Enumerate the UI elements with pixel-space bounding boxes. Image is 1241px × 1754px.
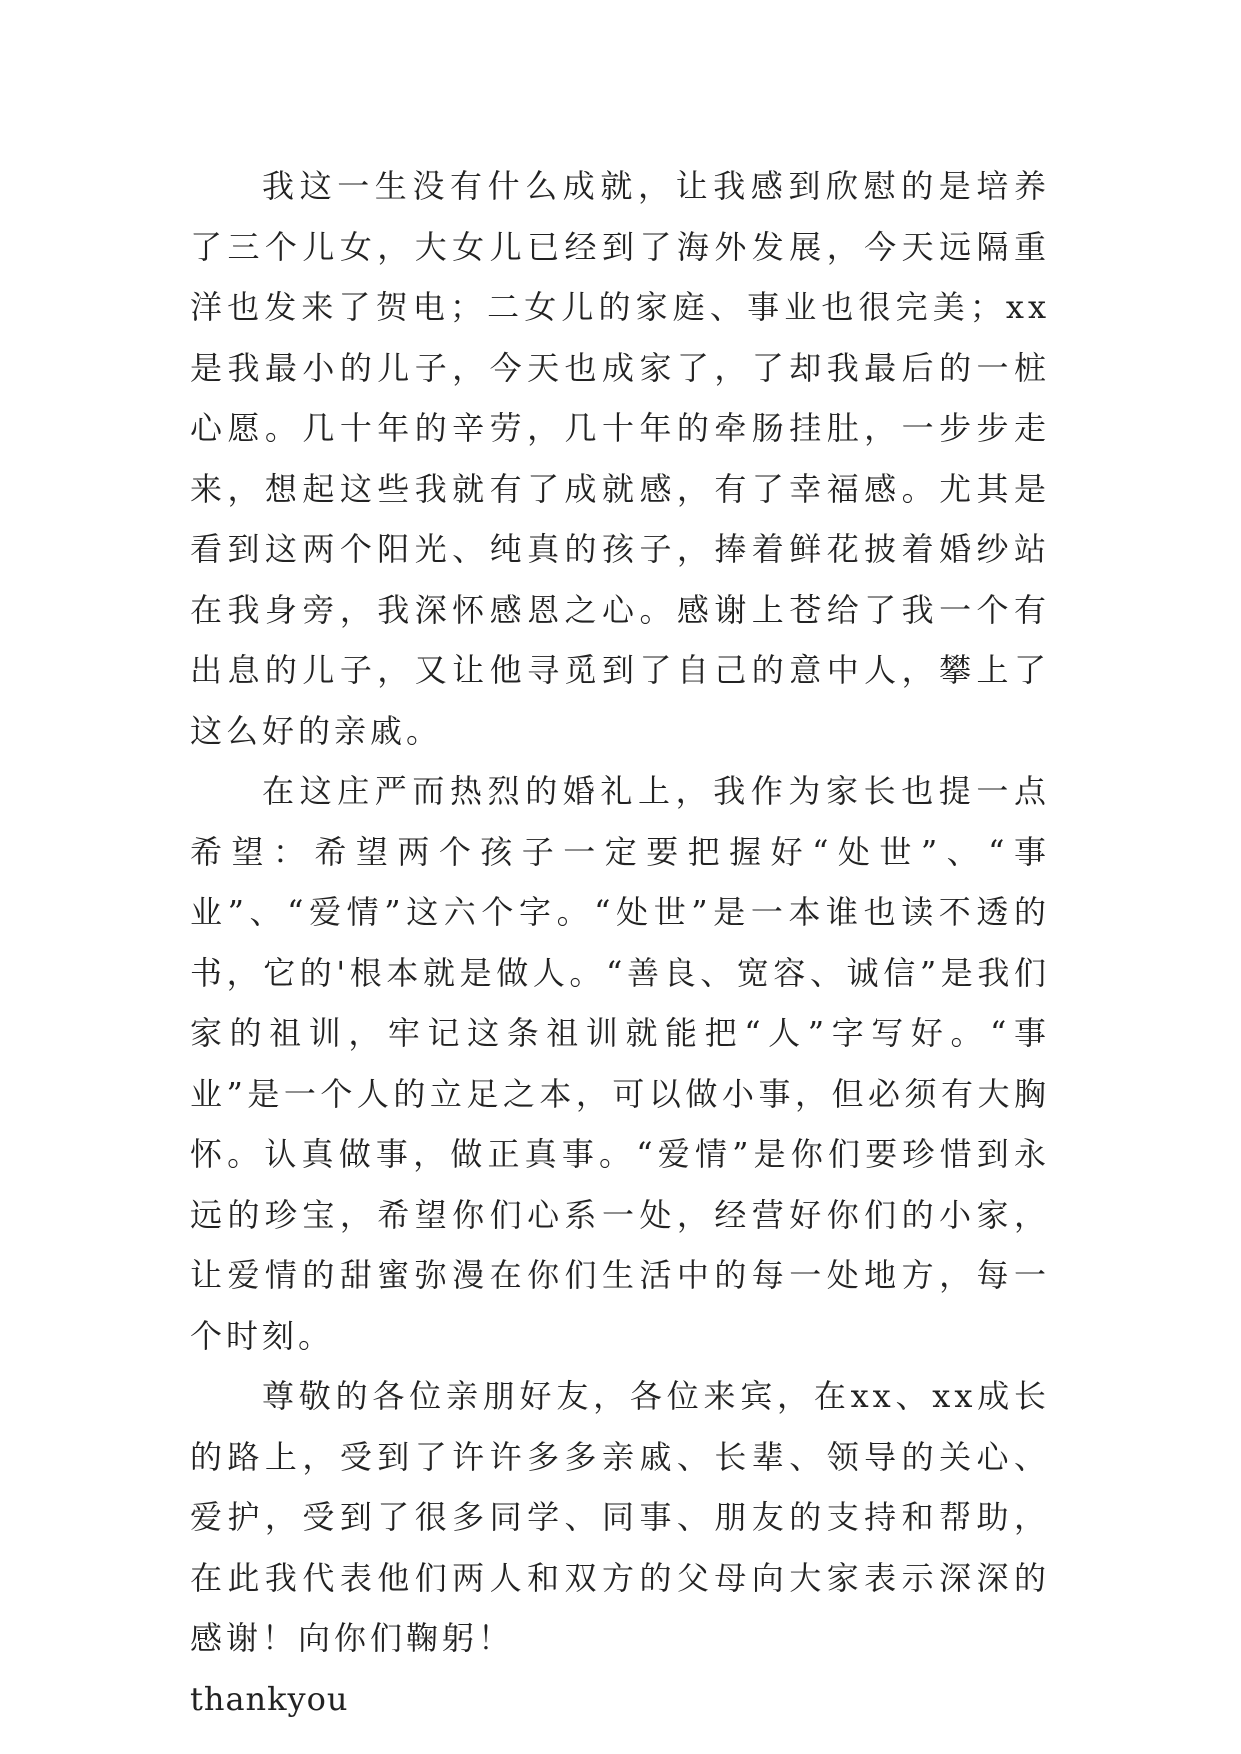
paragraph-achievements: 我这一生没有什么成就，让我感到欣慰的是培养了三个儿女，大女儿已经到了海外发展，今天远隔重洋也发来了贺电；二女儿的家庭、事业也很完美；xx是我最小的儿子，今天也成家了，了却我最后的一桩心愿。几十年的辛劳，几十年的牵肠挂肚，一步步走来，想起这些我就有了成就感，有了幸福感。尤其是看到这两个阳光、纯真的孩子，捧着鲜花披着婚纱站在我身旁，我深怀感恩之心。感谢上苍给了我一个有出息的儿子，又让他寻觅到了自己的意中人，攀上了这么好的亲戚。: [190, 167, 1050, 750]
paragraph-wishes: 在这庄严而热烈的婚礼上，我作为家长也提一点希望：希望两个孩子一定要把握好“处世”、“事业”、“爱情”这六个字。“处世”是一本谁也读不透的书，它的'根本就是做人。“善良、宽容、诚信”是我们家的祖训，牢记这条祖训就能把“人”字写好。“事业”是一个人的立足之本，可以做小事，但必须有大胸怀。认真做事，做正真事。“爱情”是你们要珍惜到永远的珍宝，希望你们心系一处，经营好你们的小家，让爱情的甜蜜弥漫在你们生活中的每一处地方，每一个时刻。: [190, 772, 1050, 1355]
closing-text: thankyou: [190, 1679, 349, 1718]
document-body: [190, 156, 1050, 1729]
paragraph-thanks: 尊敬的各位亲朋好友，各位来宾，在xx、xx成长的路上，受到了许许多多亲戚、长辈、领导的关心、爱护，受到了很多同学、同事、朋友的支持和帮助，在此我代表他们两人和双方的父母向大家表示深深的感谢！向你们鞠躬！: [190, 1377, 1050, 1657]
